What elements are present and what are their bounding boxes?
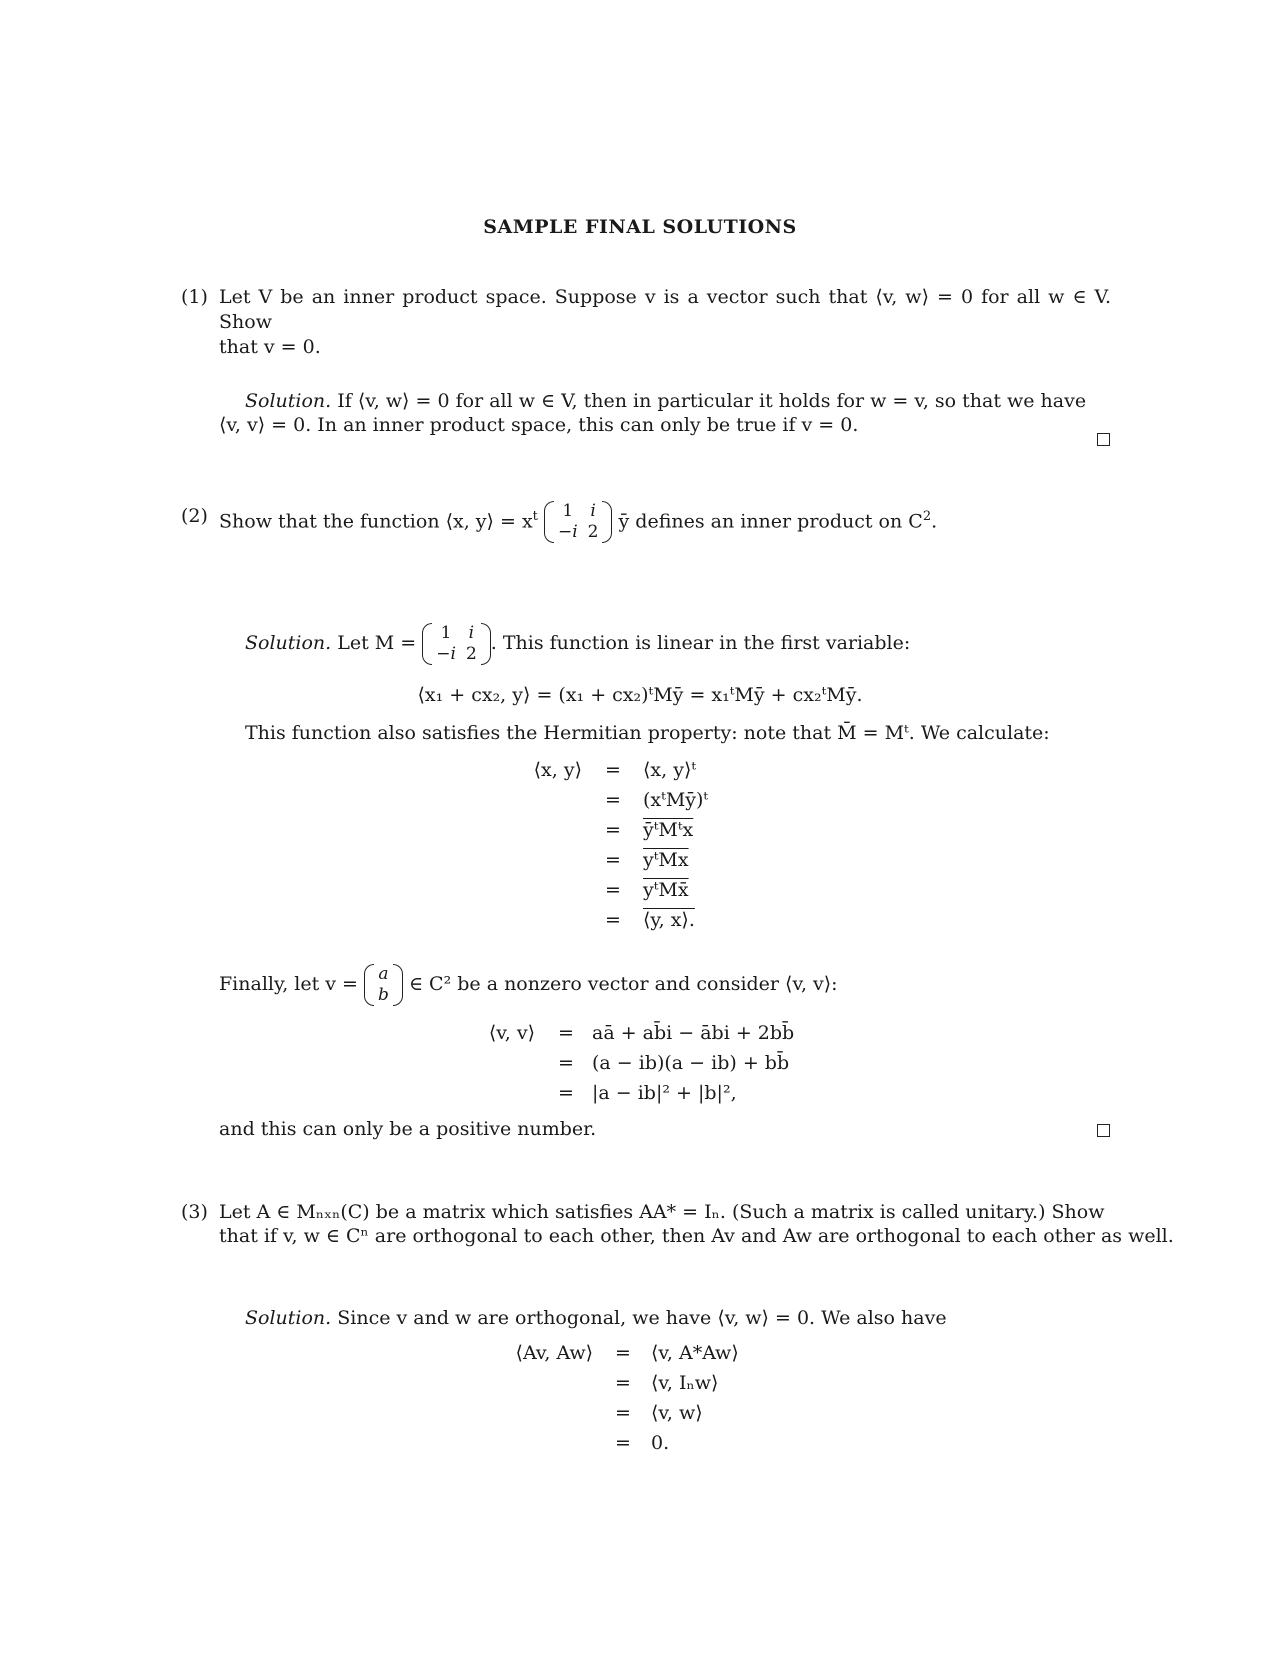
equals-sign: = [605, 819, 621, 841]
equals-sign: = [605, 879, 621, 901]
qed-2-icon [1097, 1124, 1110, 1137]
equals-sign: = [615, 1372, 631, 1394]
problem-2-matrix [544, 501, 613, 543]
problem-2-end: . [931, 510, 938, 533]
matrix-cell: 2 [465, 644, 477, 664]
equals-sign: = [605, 789, 621, 811]
derivation-rhs: yᵗMx̄ [643, 879, 689, 901]
derivation-rhs: ⟨x, y⟩ᵗ [643, 759, 697, 781]
problem-1-line2: that v = 0. [219, 336, 321, 358]
unitary-derivation [500, 1338, 1060, 1458]
problem-2-sup-2: 2 [922, 509, 932, 524]
vector-cell: b [378, 985, 389, 1005]
matrix-cell: i [468, 623, 475, 643]
derivation-rhs: yᵗMx [643, 849, 689, 871]
problem-2-pre: Show that the function ⟨x, y⟩ = x [219, 510, 533, 533]
solution-2-intro [245, 622, 910, 666]
page-title: SAMPLE FINAL SOLUTIONS [483, 216, 797, 238]
vv-rhs: (a − ib)(a − ib) + bb̄ [592, 1052, 790, 1074]
conclusion-text: and this can only be a positive number. [219, 1118, 597, 1140]
solution-3-text: Since v and w are orthogonal, we have ⟨v, w⟩ = 0. We also have [337, 1307, 947, 1329]
problem-3-number: (3) [181, 1201, 208, 1223]
finally-line [219, 962, 838, 1008]
matrix-cell: −i [557, 522, 578, 543]
unitary-rhs: 0. [651, 1432, 670, 1454]
problem-2-statement [219, 496, 938, 543]
problem-3-line1: Let A ∈ Mₙₓₙ(C) be a matrix which satisfies AA* = Iₙ. (Such a matrix is called unitary.) Show [219, 1201, 1105, 1223]
vv-derivation [460, 1018, 1060, 1108]
solution-1-line1 [245, 389, 1086, 414]
derivation-rhs: (xᵗMȳ)ᵗ [643, 789, 709, 811]
derivation-lhs: ⟨x, y⟩ [533, 759, 582, 781]
matrix-cell: 1 [562, 501, 574, 522]
problem-3-line2: that if v, w ∈ Cⁿ are orthogonal to each other, then Av and Aw are orthogonal to each other as well. [219, 1225, 1174, 1247]
finally-pre: Finally, let v = [219, 973, 358, 995]
unitary-rhs: ⟨v, A*Aw⟩ [651, 1342, 739, 1364]
solution-1-text1: If ⟨v, w⟩ = 0 for all w ∈ V, then in particular it holds for w = v, so that we have [337, 390, 1087, 412]
matrix-cell: i [590, 501, 596, 522]
matrix-cell: 2 [587, 522, 599, 543]
problem-1-statement [219, 285, 1111, 360]
unitary-rhs: ⟨v, Iₙw⟩ [651, 1372, 719, 1394]
problem-2-number: (2) [181, 505, 208, 527]
matrix-cell: −i [436, 644, 456, 664]
derivation-rhs: ȳᵗMᵗx [643, 819, 694, 841]
derivation-rhs: ⟨y, x⟩. [643, 909, 695, 931]
equals-sign: = [605, 849, 621, 871]
linearity-equation: ⟨x₁ + cx₂, y⟩ = (x₁ + cx₂)ᵗMȳ = x₁ᵗMȳ + cx₂ᵗMȳ. [417, 684, 863, 706]
equals-sign: = [605, 759, 621, 781]
unitary-rhs: ⟨v, w⟩ [651, 1402, 703, 1424]
solution-2-matrix [422, 623, 491, 665]
equals-sign: = [558, 1022, 574, 1044]
vector-v [364, 964, 403, 1006]
problem-2-post: ȳ defines an inner product on C [618, 510, 923, 533]
equals-sign: = [558, 1052, 574, 1074]
problem-1-number: (1) [181, 286, 208, 308]
vector-cell: a [378, 964, 389, 984]
equals-sign: = [558, 1082, 574, 1104]
solution-3-label: Solution. [245, 1307, 332, 1329]
problem-1-line1: Let V be an inner product space. Suppose v is a vector such that ⟨v, w⟩ = 0 for all w ∈ V. Show [219, 286, 1111, 333]
equals-sign: = [615, 1402, 631, 1424]
hermitian-text: This function also satisfies the Hermitian property: note that M̄ = Mᵗ. We calculate: [245, 722, 1050, 744]
solution-2-linear-text: . This function is linear in the first variable: [490, 632, 911, 654]
solution-1-line2: ⟨v, v⟩ = 0. In an inner product space, this can only be true if v = 0. [219, 414, 859, 436]
equals-sign: = [605, 909, 621, 931]
problem-2-sup-t: t [532, 509, 538, 524]
unitary-lhs: ⟨Av, Aw⟩ [515, 1342, 593, 1364]
solution-1-label: Solution. [245, 390, 332, 412]
matrix-cell: 1 [440, 623, 452, 643]
finally-post: ∈ C² be a nonzero vector and consider ⟨v, v⟩: [408, 973, 838, 995]
hermitian-derivation [500, 755, 1060, 935]
solution-2-let: Let M = [337, 632, 417, 654]
vv-rhs: |a − ib|² + |b|², [592, 1082, 737, 1104]
qed-1-icon [1097, 433, 1110, 446]
solution-3-line [245, 1306, 947, 1331]
vv-lhs: ⟨v, v⟩ [488, 1022, 535, 1044]
solution-2-label: Solution. [245, 632, 332, 654]
equals-sign: = [615, 1432, 631, 1454]
equals-sign: = [615, 1342, 631, 1364]
vv-rhs: aā + ab̄i − ābi + 2bb̄ [592, 1022, 795, 1044]
